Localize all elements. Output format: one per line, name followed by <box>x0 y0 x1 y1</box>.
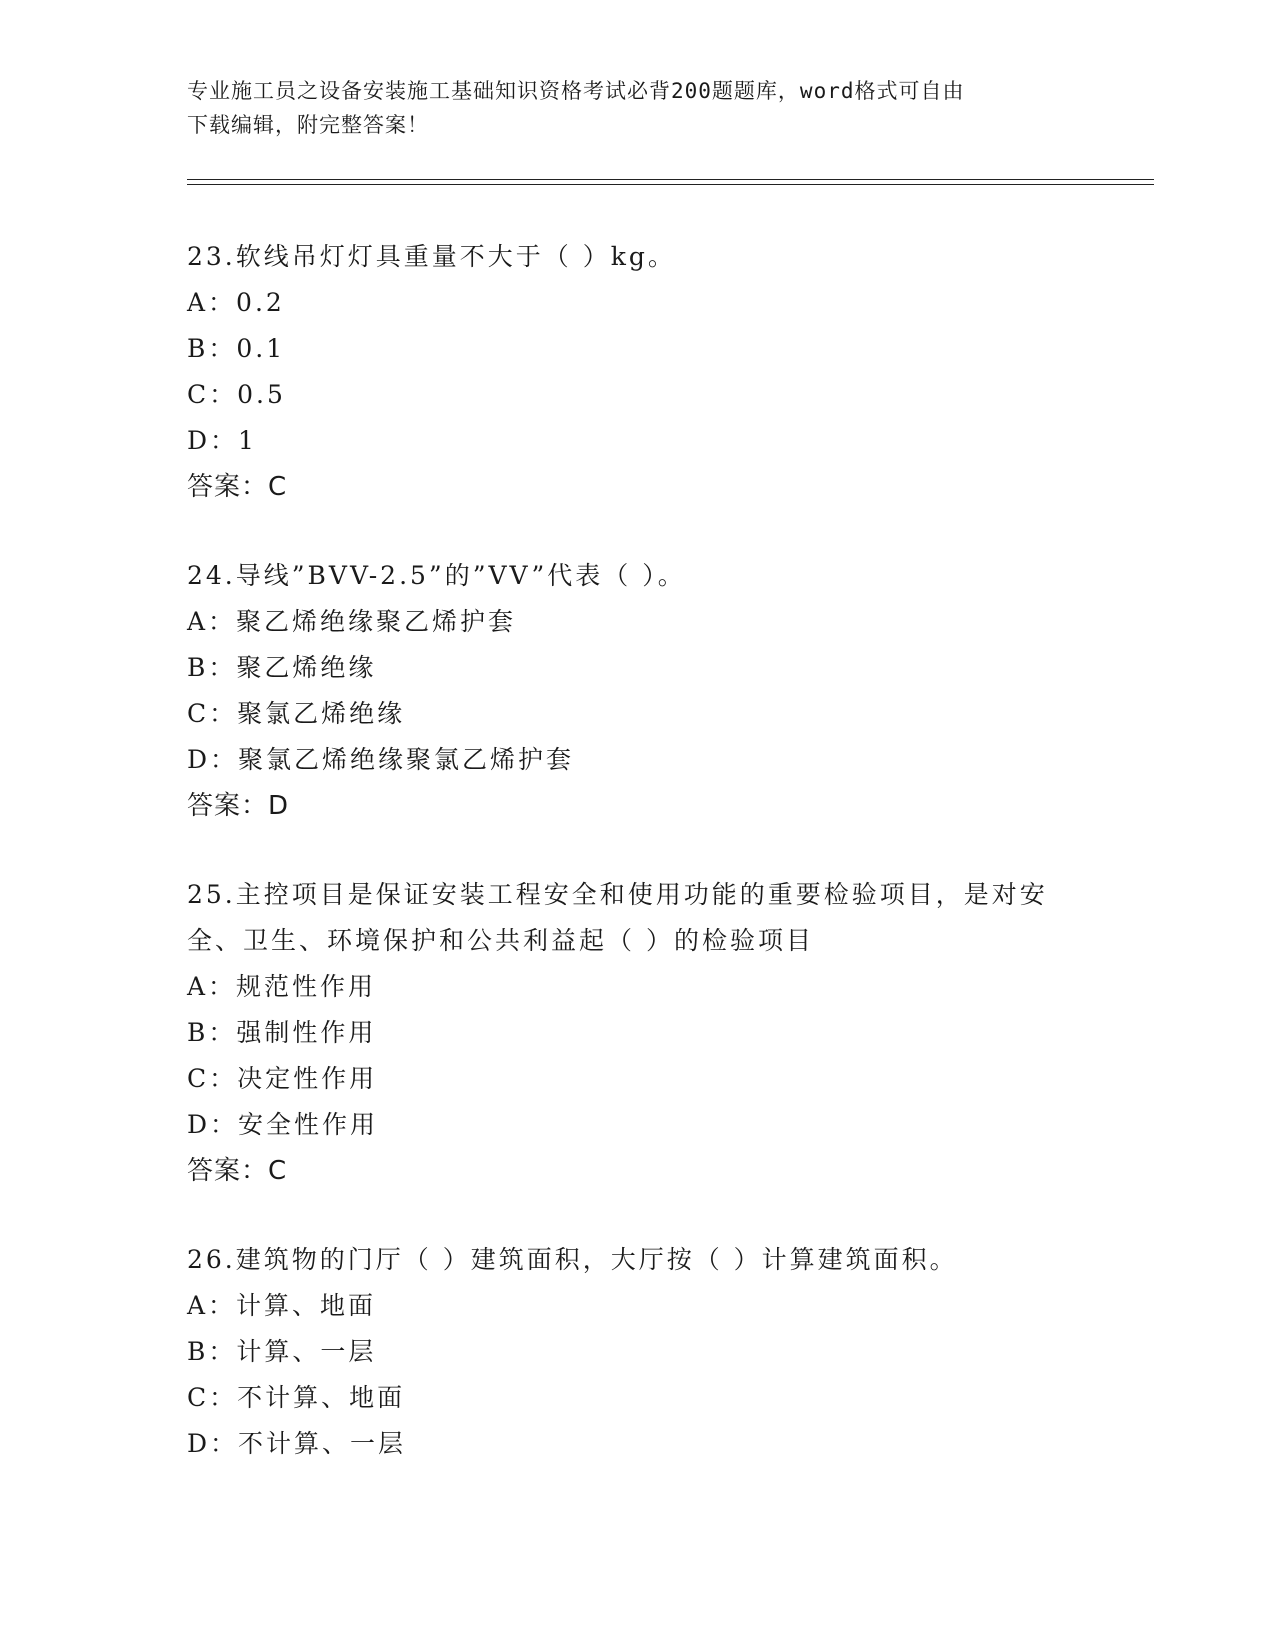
question-stem: 23.软线吊灯灯具重量不大于（ ）kg。 <box>187 242 676 271</box>
answer: 答案：D <box>187 791 290 821</box>
option-b: B：计算、一层 <box>187 1337 377 1366</box>
question-stem-line-1: 25.主控项目是保证安装工程安全和使用功能的重要检验项目，是对安 <box>187 880 1048 909</box>
option-c: C：不计算、地面 <box>187 1383 406 1412</box>
question-stem: 26.建筑物的门厅（ ）建筑面积，大厅按（ ）计算建筑面积。 <box>187 1245 958 1274</box>
question-stem: 24.导线”BVV-2.5”的”VV”代表（ ）。 <box>187 561 686 590</box>
answer: 答案：C <box>187 472 288 502</box>
option-b: B：聚乙烯绝缘 <box>187 653 377 682</box>
option-c: C：决定性作用 <box>187 1064 378 1093</box>
question-23 <box>187 234 1087 510</box>
header-rule-bottom <box>187 184 1154 185</box>
question-24 <box>187 553 1087 829</box>
option-a: A：0.2 <box>187 288 285 317</box>
header-rule-top <box>187 179 1154 180</box>
option-a: A：规范性作用 <box>187 972 377 1001</box>
header-line-1: 专业施工员之设备安装施工基础知识资格考试必背200题题库，word格式可自由 <box>187 79 965 103</box>
question-25 <box>187 872 1087 1194</box>
option-b: B：0.1 <box>187 334 286 363</box>
question-26 <box>187 1237 1087 1467</box>
option-b: B：强制性作用 <box>187 1018 377 1047</box>
header-line-2: 下载编辑，附完整答案！ <box>187 113 429 137</box>
document-header <box>187 74 1067 142</box>
option-a: A：聚乙烯绝缘聚乙烯护套 <box>187 607 517 636</box>
option-d: D：安全性作用 <box>187 1110 379 1139</box>
option-d: D：1 <box>187 426 257 455</box>
option-d: D：聚氯乙烯绝缘聚氯乙烯护套 <box>187 745 575 774</box>
option-c: C：聚氯乙烯绝缘 <box>187 699 406 728</box>
option-a: A：计算、地面 <box>187 1291 377 1320</box>
option-c: C：0.5 <box>187 380 286 409</box>
answer: 答案：C <box>187 1156 288 1186</box>
question-stem-line-2: 全、卫生、环境保护和公共利益起（ ）的检验项目 <box>187 926 814 955</box>
option-d: D：不计算、一层 <box>187 1429 407 1458</box>
